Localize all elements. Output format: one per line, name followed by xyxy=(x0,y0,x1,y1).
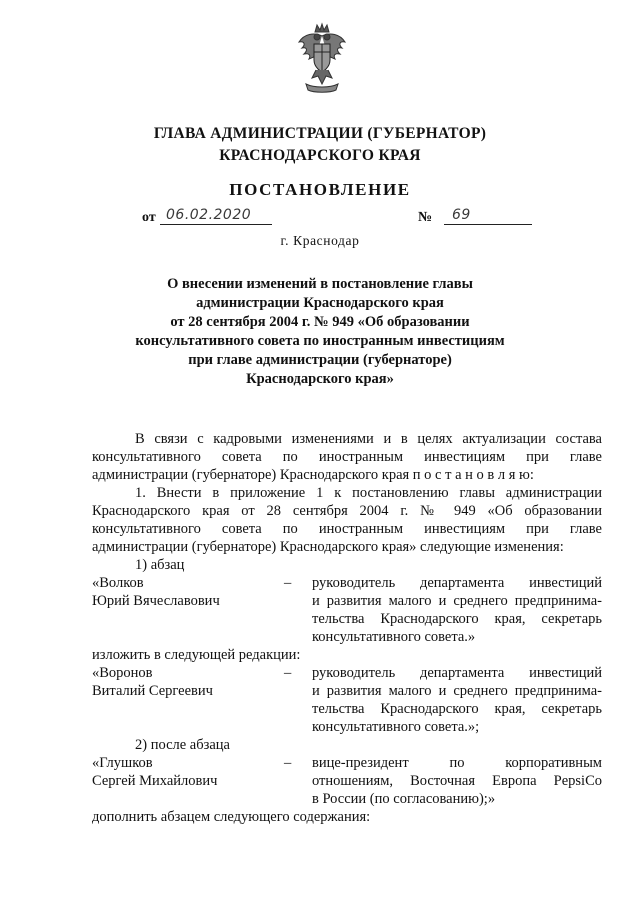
list-item-1: 1) абзац xyxy=(135,557,185,573)
entry1-dash: – xyxy=(284,575,292,591)
supplement-line: дополнить абзацем следующего содержания: xyxy=(92,809,371,825)
entry3-dash: – xyxy=(284,755,292,771)
list-item-2: 2) после абзаца xyxy=(135,737,230,753)
number-value: 69 xyxy=(452,207,471,223)
title-line: Краснодарского края» xyxy=(246,371,394,387)
entry1-position-line: и развития малого и среднего предпринима- xyxy=(312,593,602,609)
entry1-position-line: тельства Краснодарского края, секретарь xyxy=(312,611,602,627)
title-line: О внесении изменений в постановление главы xyxy=(167,276,473,292)
body-line: Краснодарского края от 28 сентября 2004 г. № 949 «Об образовании xyxy=(92,503,602,519)
entry2-position-line: консультативного совета.»; xyxy=(312,719,480,735)
number-underline xyxy=(444,224,532,225)
body-line: администрации (губернаторе) Краснодарского края» следующие изменения: xyxy=(92,539,564,555)
entry3-position-line: в России (по согласованию);» xyxy=(312,791,496,807)
entry1-position-line: консультативного совета.» xyxy=(312,629,476,645)
entry1-surname: «Волков xyxy=(92,575,144,591)
entry1-given-names: Юрий Вячеславович xyxy=(92,593,220,609)
entry1-position-line: руководитель департамента инвестиций xyxy=(312,575,602,591)
title-line: администрации Краснодарского края xyxy=(196,295,444,311)
entry2-position-line: руководитель департамента инвестиций xyxy=(312,665,602,681)
entry3-given-names: Сергей Михайлович xyxy=(92,773,218,789)
body-line: В связи с кадровыми изменениями и в целях актуализации состава xyxy=(135,431,602,447)
title-line: от 28 сентября 2004 г. № 949 «Об образовании xyxy=(170,314,470,330)
authority-title-line2: КРАСНОДАРСКОГО КРАЯ xyxy=(219,147,421,164)
number-label: № xyxy=(418,210,433,225)
entry3-position-line: отношениям, Восточная Европа PepsiCo xyxy=(312,773,602,789)
entry3-position-line: вице-президент по корпоративным xyxy=(312,755,602,771)
entry2-surname: «Воронов xyxy=(92,665,153,681)
body-line: администрации (губернаторе) Краснодарского края п о с т а н о в л я ю: xyxy=(92,467,534,483)
title-line: при главе администрации (губернаторе) xyxy=(188,352,452,368)
body-line: консультативного совета по иностранным инвестициям при главе xyxy=(92,449,602,465)
entry2-dash: – xyxy=(284,665,292,681)
city: г. Краснодар xyxy=(280,233,360,248)
authority-title-line1: ГЛАВА АДМИНИСТРАЦИИ (ГУБЕРНАТОР) xyxy=(153,125,487,142)
entry2-given-names: Виталий Сергеевич xyxy=(92,683,213,699)
body-line: 1. Внести в приложение 1 к постановлению главы администрации xyxy=(135,485,602,501)
coat-of-arms-icon xyxy=(296,22,348,94)
body-line: консультативного совета по иностранным инвестициям при главе xyxy=(92,521,602,537)
entry2-position-line: тельства Краснодарского края, секретарь xyxy=(312,701,602,717)
entry3-surname: «Глушков xyxy=(92,755,153,771)
date-label: от xyxy=(142,210,156,225)
date-value: 06.02.2020 xyxy=(166,207,252,223)
date-underline xyxy=(160,224,272,225)
restate-line: изложить в следующей редакции: xyxy=(92,647,301,663)
document-type: ПОСТАНОВЛЕНИЕ xyxy=(229,180,411,199)
title-line: консультативного совета по иностранным инвестициям xyxy=(135,333,505,349)
entry2-position-line: и развития малого и среднего предпринима- xyxy=(312,683,602,699)
